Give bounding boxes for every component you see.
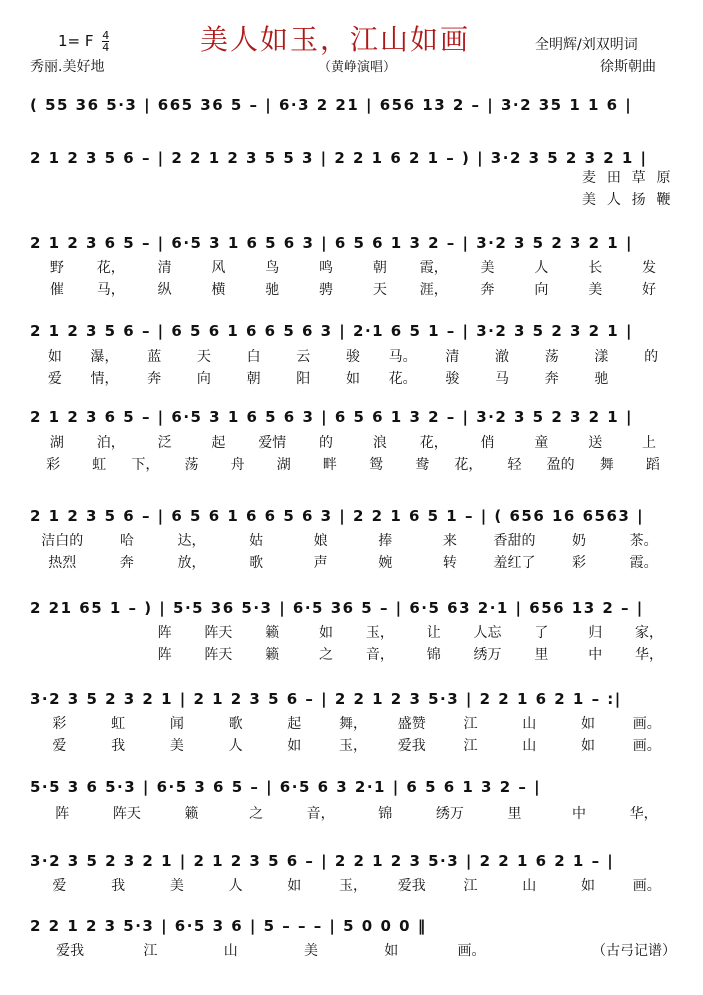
lyric-syllable: 玉， (365, 625, 394, 641)
lyric-syllable: 彩 (46, 457, 61, 473)
notation-row (30, 404, 676, 430)
lyric-syllable: 婉 (378, 555, 393, 571)
lyric-syllable: 的 (319, 435, 334, 451)
lyric-syllable: 美 (169, 878, 184, 894)
lyric-syllable: 籁 (265, 647, 280, 663)
lyric-syllable: 爱情 (258, 435, 287, 451)
lyric-syllable: 奔 (480, 282, 495, 298)
lyric-syllable (378, 190, 403, 210)
lyric-syllable: 阵天 (112, 806, 141, 822)
lyric-syllable (403, 168, 428, 188)
lyric-syllable: 如 (47, 349, 62, 365)
lyric-syllable: 美 (581, 192, 596, 208)
lyric-syllable: 我 (111, 738, 126, 754)
lyric-syllable: 茶。 (629, 533, 658, 549)
lyric-syllable (328, 168, 353, 188)
lyric-syllable: 霞。 (629, 555, 658, 571)
lyric-syllable: 奔 (544, 371, 559, 387)
lyric-syllable: 画。 (632, 716, 661, 732)
lyric-syllable: 玉， (339, 878, 368, 894)
lyric-syllable: 天 (372, 282, 387, 298)
lyric-syllable: 荡 (544, 349, 559, 365)
notation-text: 2 21 65 1 – ) | 5·5 36 5·3 | 6·5 36 5 – | 6·5 63 2·1 | 656 13 2 – | (30, 599, 644, 617)
lyric-syllable: 瀑， (90, 349, 119, 365)
lyric-syllable: 花， (454, 457, 483, 473)
lyric-syllable: 人 (228, 878, 243, 894)
notation-text: 2 1 2 3 6 5 – | 6·5 3 1 6 5 6 3 | 6 5 6 1 3 2 – | 3·2 3 5 2 3 2 1 | (30, 408, 633, 426)
lyric-syllable: 家， (635, 625, 664, 641)
lyric-syllable: 人 (606, 192, 621, 208)
lyric-line (30, 876, 676, 896)
lyric-syllable (477, 168, 502, 188)
time-signature (102, 30, 109, 53)
lyric-syllable: 涯， (419, 282, 448, 298)
lyric-syllable: 清 (445, 349, 460, 365)
lyric-syllable: 江 (143, 943, 158, 959)
lyric-syllable: 闻 (169, 716, 184, 732)
lyric-syllable: 绣万 (473, 647, 502, 663)
song-title: 美人如玉，江山如画 (200, 23, 471, 56)
lyric-syllable: 催 (49, 282, 64, 298)
lyric-syllable: 蓝 (147, 349, 162, 365)
notation-row (30, 595, 676, 621)
lyric-syllable: 虹 (111, 716, 126, 732)
lyric-line (30, 804, 676, 824)
lyric-syllable: 发 (642, 260, 657, 276)
lyric-syllable: 放， (177, 555, 206, 571)
lyric-syllable: 阵 (157, 625, 172, 641)
lyric-syllable: 美 (480, 260, 495, 276)
lyric-syllable: 玉， (339, 738, 368, 754)
lyric-syllable (204, 190, 229, 210)
lyric-syllable: 归 (588, 625, 603, 641)
lyric-syllable: 起 (287, 716, 302, 732)
lyric-syllable: 爱 (52, 878, 67, 894)
notation-text: 2 1 2 3 5 6 – | 6 5 6 1 6 6 5 6 3 | 2·1 6 5 1 – | 3·2 3 5 2 3 2 1 | (30, 322, 633, 340)
lyric-syllable (278, 168, 303, 188)
lyric-syllable: 江 (463, 878, 478, 894)
lyric-syllable: 上 (642, 435, 657, 451)
lyric-syllable: 田 (606, 170, 621, 186)
lyric-syllable: 爱 (47, 371, 62, 387)
lyric-syllable (30, 190, 55, 210)
lyric-syllable: 哈 (119, 533, 134, 549)
lyric-syllable: 鸯 (415, 457, 430, 473)
lyric-syllable: 画。 (457, 943, 486, 959)
lyric-syllable: 畔 (322, 457, 337, 473)
lyric-syllable: 我 (111, 878, 126, 894)
notation-text: 2 1 2 3 5 6 – | 6 5 6 1 6 6 5 6 3 | 2 2 1 6 5 1 – | ( 656 16 6563 | (30, 507, 645, 525)
lyric-line (30, 258, 676, 278)
lyric-syllable: 如 (580, 716, 595, 732)
lyric-syllable: 的 (644, 349, 659, 365)
lyric-syllable: 驰 (594, 371, 609, 387)
lyric-syllable: 马。 (388, 349, 417, 365)
lyric-syllable: 轻 (507, 457, 522, 473)
notation-row (30, 92, 676, 118)
notation-text: 5·5 3 6 5·3 | 6·5 3 6 5 – | 6·5 6 3 2·1 | 6 5 6 1 3 2 – | (30, 778, 542, 796)
lyric-syllable: 美 (588, 282, 603, 298)
lyric-syllable (105, 190, 130, 210)
lyric-syllable: 朝 (372, 260, 387, 276)
lyric-syllable: 彩 (52, 716, 67, 732)
lyric-syllable (229, 168, 254, 188)
notation-row (30, 774, 676, 800)
lyric-syllable (30, 645, 84, 665)
lyric-syllable: 如 (319, 625, 334, 641)
lyric-syllable: 华， (635, 647, 664, 663)
lyric-syllable: 达， (177, 533, 206, 549)
lyric-syllable (80, 168, 105, 188)
key-label: 1= F (58, 32, 94, 50)
lyric-syllable (527, 190, 552, 210)
notation-text: 3·2 3 5 2 3 2 1 | 2 1 2 3 5 6 – | 2 2 1 2 3 5·3 | 2 2 1 6 2 1 – :| (30, 690, 622, 708)
lyric-syllable: 起 (211, 435, 226, 451)
lyric-syllable: 湖 (276, 457, 291, 473)
composer-credit: 徐斯朝曲 (600, 59, 656, 75)
lyric-line (30, 645, 676, 665)
lyric-line (30, 347, 676, 367)
lyric-syllable: 风 (211, 260, 226, 276)
lyric-syllable: 情， (90, 371, 119, 387)
lyric-syllable: 山 (223, 943, 238, 959)
lyric-syllable (154, 168, 179, 188)
lyric-line (30, 455, 676, 475)
lyric-syllable (254, 168, 279, 188)
lyric-line (30, 280, 676, 300)
lyric-syllable: 爱我 (56, 943, 85, 959)
lyric-syllable: 阵天 (204, 647, 233, 663)
lyric-syllable: 荡 (184, 457, 199, 473)
lyric-syllable (105, 168, 130, 188)
lyric-syllable: 天 (196, 349, 211, 365)
lyric-syllable: 山 (522, 878, 537, 894)
lyric-syllable: 画。 (632, 878, 661, 894)
lyric-syllable: （古弓记谱） (591, 943, 676, 959)
lyric-syllable: 鸟 (265, 260, 280, 276)
lyric-syllable: 人 (534, 260, 549, 276)
lyric-syllable (502, 190, 527, 210)
lyric-syllable: 清 (157, 260, 172, 276)
lyric-syllable: 好 (642, 282, 657, 298)
lyric-syllable: 阵天 (204, 625, 233, 641)
lyric-syllable: 霞， (419, 260, 448, 276)
lyric-line (30, 168, 676, 188)
lyric-syllable (378, 168, 403, 188)
lyric-syllable (527, 168, 552, 188)
lyric-syllable (512, 941, 592, 961)
lyric-syllable: 如 (580, 878, 595, 894)
lyric-syllable: 漾 (594, 349, 609, 365)
lyric-syllable (179, 190, 204, 210)
notation-row (30, 686, 676, 712)
notation-text: ( 55 36 5·3 | 665 36 5 – | 6·3 2 21 | 656 13 2 – | 3·2 35 1 1 6 | (30, 96, 633, 114)
lyric-syllable (30, 168, 55, 188)
lyric-syllable: 扬 (631, 192, 646, 208)
lyric-syllable: 野 (49, 260, 64, 276)
notation-text: 3·2 3 5 2 3 2 1 | 2 1 2 3 5 6 – | 2 2 1 2 3 5·3 | 2 2 1 6 2 1 – | (30, 852, 615, 870)
lyric-syllable: 俏 (480, 435, 495, 451)
lyric-syllable: 鸳 (369, 457, 384, 473)
lyric-syllable: 音， (365, 647, 394, 663)
lyric-syllable (502, 168, 527, 188)
lyric-syllable (84, 623, 138, 643)
lyric-syllable: 爱我 (397, 878, 426, 894)
notation-row (30, 913, 676, 939)
lyric-syllable: 锦 (378, 806, 393, 822)
lyric-syllable (328, 190, 353, 210)
lyric-syllable: 向 (196, 371, 211, 387)
time-bottom: 4 (102, 41, 110, 54)
notation-text: 2 1 2 3 5 6 – | 2 2 1 2 3 5 5 3 | 2 2 1 6 2 1 – ) | 3·2 3 5 2 3 2 1 | (30, 149, 648, 167)
lyric-syllable: 之 (319, 647, 334, 663)
lyric-syllable: 盈的 (546, 457, 575, 473)
lyric-syllable: 阵 (55, 806, 70, 822)
lyric-syllable: 如 (384, 943, 399, 959)
lyric-syllable: 舞 (599, 457, 614, 473)
notation-row (30, 230, 676, 256)
lyric-syllable (179, 168, 204, 188)
notation-row (30, 318, 676, 344)
lyric-syllable (353, 168, 378, 188)
lyric-syllable (452, 168, 477, 188)
lyric-syllable (154, 190, 179, 210)
lyric-syllable: 歌 (228, 716, 243, 732)
lyric-syllable: 麦 (581, 170, 596, 186)
lyric-syllable: 泊， (96, 435, 125, 451)
lyric-syllable: 童 (534, 435, 549, 451)
lyric-syllable (278, 190, 303, 210)
lyric-syllable: 蹈 (645, 457, 660, 473)
lyric-syllable: 江 (463, 716, 478, 732)
lyric-syllable: 奔 (119, 555, 134, 571)
notation-text: 2 2 1 2 3 5·3 | 6·5 3 6 | 5 – – – | 5 0 0 0 ‖ (30, 917, 427, 935)
lyric-syllable: 马 (495, 371, 510, 387)
lyric-syllable: 舟 (230, 457, 245, 473)
lyric-syllable: 草 (631, 170, 646, 186)
lyric-syllable: 锦 (426, 647, 441, 663)
lyric-syllable: 马， (96, 282, 125, 298)
lyric-syllable: 花， (419, 435, 448, 451)
lyric-syllable: 浪 (372, 435, 387, 451)
lyric-syllable: 羞红了 (493, 555, 536, 571)
lyric-syllable: 如 (580, 738, 595, 754)
lyric-syllable (129, 168, 154, 188)
lyric-syllable: 骏 (445, 371, 460, 387)
lyric-syllable: 下， (131, 457, 160, 473)
lyric-syllable: 骋 (319, 282, 334, 298)
lyric-syllable: 爱 (52, 738, 67, 754)
lyric-syllable: 山 (522, 738, 537, 754)
lyric-syllable (84, 645, 138, 665)
lyric-syllable: 籁 (184, 806, 199, 822)
lyric-syllable: 花， (96, 260, 125, 276)
lyric-syllable: 白 (246, 349, 261, 365)
lyric-line (30, 714, 676, 734)
singer-credit: （黄峥演唱） (318, 60, 397, 75)
lyric-syllable: 向 (534, 282, 549, 298)
lyric-syllable: 朝 (246, 371, 261, 387)
expression-marking: 秀丽.美好地 (30, 59, 105, 75)
lyric-syllable: 舞， (339, 716, 368, 732)
lyric-syllable (303, 168, 328, 188)
lyric-syllable: 泛 (157, 435, 172, 451)
lyric-syllable: 之 (249, 806, 264, 822)
lyric-syllable (428, 190, 453, 210)
lyric-syllable: 娘 (313, 533, 328, 549)
lyric-syllable: 江 (463, 738, 478, 754)
lyric-line (30, 433, 676, 453)
time-top: 4 (102, 29, 110, 42)
lyric-line (30, 531, 676, 551)
lyric-syllable: 美 (169, 738, 184, 754)
lyric-syllable: 中 (572, 806, 587, 822)
lyric-syllable (552, 168, 577, 188)
lyric-syllable: 中 (588, 647, 603, 663)
lyric-syllable (477, 190, 502, 210)
lyric-syllable (80, 190, 105, 210)
lyric-line (30, 941, 676, 961)
lyric-syllable: 声 (313, 555, 328, 571)
lyric-syllable: 山 (522, 716, 537, 732)
lyric-syllable: 姑 (249, 533, 264, 549)
lyric-syllable (55, 190, 80, 210)
lyric-syllable: 盛赞 (397, 716, 426, 732)
lyric-syllable: 里 (507, 806, 522, 822)
lyric-syllable (55, 168, 80, 188)
lyric-syllable: 彩 (572, 555, 587, 571)
lyric-syllable: 美 (303, 943, 318, 959)
lyric-syllable (254, 190, 279, 210)
lyric-syllable (303, 190, 328, 210)
lyric-syllable: 香甜的 (493, 533, 536, 549)
lyric-syllable: 奔 (147, 371, 162, 387)
lyric-syllable: 云 (296, 349, 311, 365)
lyric-syllable: 来 (442, 533, 457, 549)
lyric-syllable (129, 190, 154, 210)
key-signature (58, 30, 109, 53)
lyric-syllable: 音， (306, 806, 335, 822)
lyric-syllable (353, 190, 378, 210)
lyric-syllable (452, 190, 477, 210)
lyric-syllable: 里 (534, 647, 549, 663)
lyric-syllable: 画。 (632, 738, 661, 754)
lyric-line (30, 623, 676, 643)
lyric-syllable: 让 (426, 625, 441, 641)
lyric-syllable: 绣万 (435, 806, 464, 822)
notation-row (30, 503, 676, 529)
notation-row (30, 848, 676, 874)
lyric-line (30, 190, 676, 210)
lyric-syllable: 送 (588, 435, 603, 451)
lyric-syllable: 了 (534, 625, 549, 641)
lyric-syllable: 奶 (572, 533, 587, 549)
lyric-syllable: 原 (656, 170, 671, 186)
lyric-syllable: 华， (629, 806, 658, 822)
lyric-syllable: 澈 (495, 349, 510, 365)
lyric-syllable: 驰 (265, 282, 280, 298)
lyric-syllable (30, 623, 84, 643)
lyric-syllable: 骏 (345, 349, 360, 365)
lyric-line (30, 369, 676, 389)
lyric-syllable: 阵 (157, 647, 172, 663)
lyric-syllable (403, 190, 428, 210)
lyric-line (30, 736, 676, 756)
lyric-syllable: 如 (287, 738, 302, 754)
lyric-syllable: 鸣 (319, 260, 334, 276)
lyric-syllable: 人忘 (473, 625, 502, 641)
lyric-syllable: 籁 (265, 625, 280, 641)
lyric-syllable (428, 168, 453, 188)
lyric-syllable (204, 168, 229, 188)
lyric-syllable: 人 (228, 738, 243, 754)
lyric-syllable: 热烈 (48, 555, 77, 571)
lyric-syllable: 阳 (296, 371, 311, 387)
lyric-syllable: 洁白的 (41, 533, 84, 549)
lyric-syllable (229, 190, 254, 210)
lyric-syllable: 横 (211, 282, 226, 298)
lyric-syllable: 长 (588, 260, 603, 276)
lyricist-credit: 全明辉/刘双明词 (535, 37, 638, 53)
lyric-syllable: 转 (442, 555, 457, 571)
lyric-syllable: 纵 (157, 282, 172, 298)
lyric-syllable: 虹 (92, 457, 107, 473)
lyric-syllable (552, 190, 577, 210)
lyric-syllable: 鞭 (656, 192, 671, 208)
lyric-syllable: 如 (345, 371, 360, 387)
lyric-syllable: 歌 (249, 555, 264, 571)
lyric-syllable: 湖 (49, 435, 64, 451)
lyric-syllable (626, 369, 676, 389)
lyric-line (30, 553, 676, 573)
lyric-syllable: 捧 (378, 533, 393, 549)
lyric-syllable: 花。 (388, 371, 417, 387)
lyric-syllable: 如 (287, 878, 302, 894)
notation-text: 2 1 2 3 6 5 – | 6·5 3 1 6 5 6 3 | 6 5 6 1 3 2 – | 3·2 3 5 2 3 2 1 | (30, 234, 633, 252)
lyric-syllable: 爱我 (397, 738, 426, 754)
